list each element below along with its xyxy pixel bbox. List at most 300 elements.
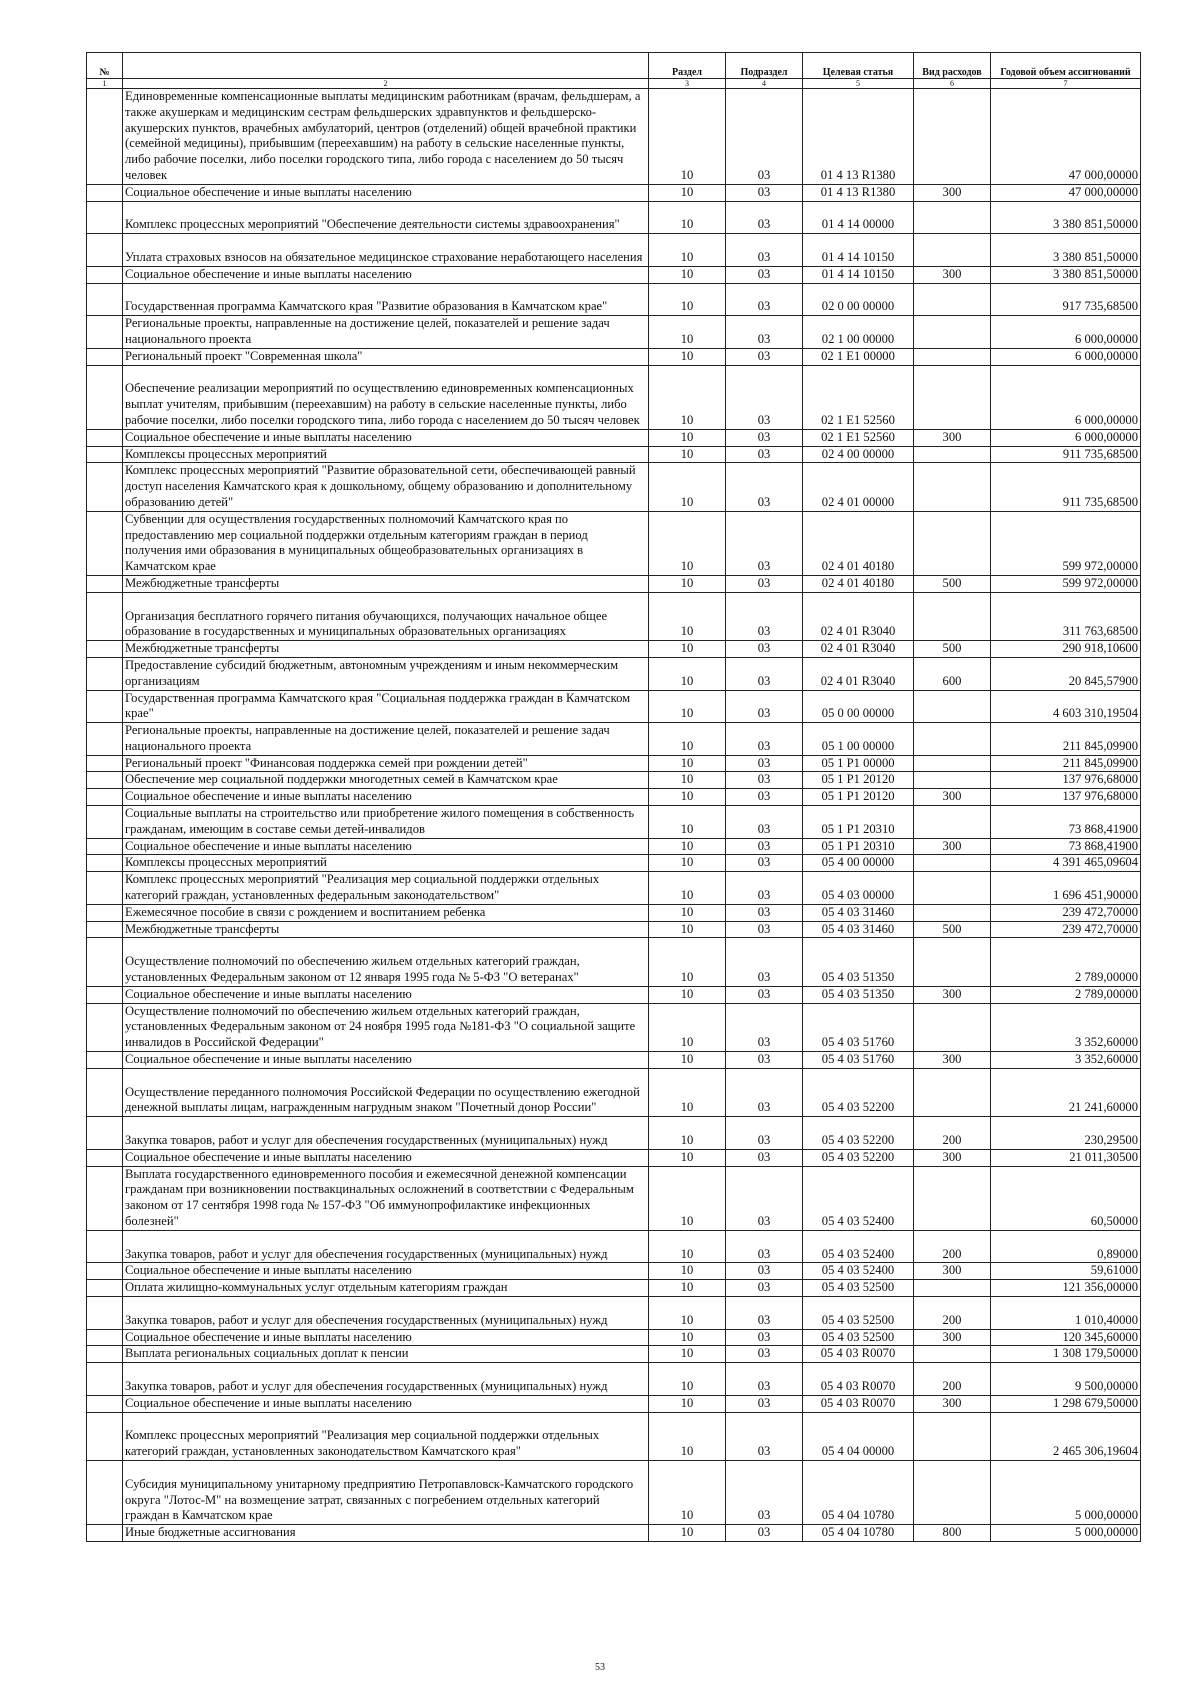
- row-podrazdel: 03: [726, 904, 803, 921]
- row-amount: 911 735,68500: [991, 446, 1141, 463]
- row-number: [87, 429, 123, 446]
- row-razdel: 10: [649, 1149, 726, 1166]
- row-amount: 6 000,00000: [991, 348, 1141, 365]
- table-row: [87, 201, 1141, 234]
- row-target-article: 02 1 E1 00000: [803, 348, 914, 365]
- row-number: [87, 348, 123, 365]
- row-number: [87, 1460, 123, 1524]
- row-podrazdel: 03: [726, 772, 803, 789]
- row-podrazdel: 03: [726, 429, 803, 446]
- row-number: [87, 1052, 123, 1069]
- row-podrazdel: 03: [726, 1346, 803, 1363]
- row-expense-type: [914, 772, 991, 789]
- row-target-article: 05 4 04 10780: [803, 1525, 914, 1542]
- row-amount: 211 845,09900: [991, 723, 1141, 756]
- row-name: Межбюджетные трансферты: [123, 641, 649, 658]
- row-razdel: 10: [649, 723, 726, 756]
- row-name: Социальное обеспечение и иные выплаты населению: [123, 789, 649, 806]
- row-name: Закупка товаров, работ и услуг для обеспечения государственных (муниципальных) нужд: [123, 1363, 649, 1396]
- row-number: [87, 657, 123, 690]
- row-amount: 21 241,60000: [991, 1068, 1141, 1116]
- row-podrazdel: 03: [726, 1263, 803, 1280]
- table-row: [87, 1460, 1141, 1524]
- row-target-article: 01 4 13 R1380: [803, 184, 914, 201]
- row-amount: 290 918,10600: [991, 641, 1141, 658]
- row-target-article: 05 1 00 00000: [803, 723, 914, 756]
- row-expense-type: [914, 463, 991, 511]
- row-razdel: 10: [649, 806, 726, 839]
- row-target-article: 02 1 00 00000: [803, 316, 914, 349]
- row-amount: 47 000,00000: [991, 89, 1141, 185]
- row-podrazdel: 03: [726, 1395, 803, 1412]
- table-row: [87, 904, 1141, 921]
- row-number: [87, 1412, 123, 1460]
- row-razdel: 10: [649, 855, 726, 872]
- table-row: [87, 234, 1141, 267]
- row-name: Осуществление полномочий по обеспечению жильем отдельных категорий граждан, установленных Федеральным законом от 24 ноября 1995 года №181-ФЗ "О социальной защите инвалидов в Российской Федерации": [123, 1003, 649, 1051]
- row-target-article: 02 4 01 R3040: [803, 641, 914, 658]
- row-amount: 230,29500: [991, 1117, 1141, 1150]
- row-podrazdel: 03: [726, 723, 803, 756]
- table-row: [87, 1346, 1141, 1363]
- row-amount: 239 472,70000: [991, 921, 1141, 938]
- header-number: №: [87, 53, 123, 79]
- row-expense-type: [914, 904, 991, 921]
- row-expense-type: [914, 511, 991, 575]
- row-name: Выплата государственного единовременного пособия и ежемесячной денежной компенсации гражданам при возникновении поствакцинальных осложнений в соответствии с Федеральным законом от 17 сентября 1998 года № 157-ФЗ "Об иммунопрофилактике инфекционных болезней": [123, 1166, 649, 1230]
- row-amount: 1 308 179,50000: [991, 1346, 1141, 1363]
- row-target-article: 02 4 01 00000: [803, 463, 914, 511]
- budget-table: [86, 52, 1141, 1542]
- table-row: [87, 1395, 1141, 1412]
- table-row: [87, 592, 1141, 640]
- row-razdel: 10: [649, 365, 726, 429]
- row-razdel: 10: [649, 429, 726, 446]
- row-podrazdel: 03: [726, 641, 803, 658]
- row-amount: 120 345,60000: [991, 1329, 1141, 1346]
- row-razdel: 10: [649, 641, 726, 658]
- row-razdel: 10: [649, 1525, 726, 1542]
- header-index-1: 1: [87, 79, 123, 89]
- row-expense-type: [914, 592, 991, 640]
- row-amount: 0,89000: [991, 1230, 1141, 1263]
- row-name: Ежемесячное пособие в связи с рождением и воспитанием ребенка: [123, 904, 649, 921]
- row-expense-type: [914, 365, 991, 429]
- row-target-article: 01 4 13 R1380: [803, 89, 914, 185]
- row-podrazdel: 03: [726, 938, 803, 986]
- row-number: [87, 641, 123, 658]
- table-row: [87, 1525, 1141, 1542]
- row-amount: 3 352,60000: [991, 1003, 1141, 1051]
- table-row: [87, 1003, 1141, 1051]
- row-target-article: 05 1 P1 20120: [803, 772, 914, 789]
- table-row: [87, 575, 1141, 592]
- row-podrazdel: 03: [726, 283, 803, 316]
- row-number: [87, 1296, 123, 1329]
- row-name: Закупка товаров, работ и услуг для обеспечения государственных (муниципальных) нужд: [123, 1117, 649, 1150]
- table-row: [87, 938, 1141, 986]
- row-expense-type: [914, 283, 991, 316]
- row-razdel: 10: [649, 755, 726, 772]
- row-razdel: 10: [649, 1003, 726, 1051]
- header-index-6: 6: [914, 79, 991, 89]
- row-podrazdel: 03: [726, 838, 803, 855]
- table-body: [87, 89, 1141, 1542]
- row-name: Региональный проект "Современная школа": [123, 348, 649, 365]
- header-annual-amount: Годовой объем ассигнований: [991, 53, 1141, 79]
- row-expense-type: [914, 446, 991, 463]
- row-target-article: 05 4 03 51760: [803, 1003, 914, 1051]
- row-expense-type: 300: [914, 429, 991, 446]
- row-name: Оплата жилищно-коммунальных услуг отдельным категориям граждан: [123, 1280, 649, 1297]
- row-razdel: 10: [649, 1263, 726, 1280]
- row-number: [87, 1117, 123, 1150]
- table-row: [87, 511, 1141, 575]
- row-razdel: 10: [649, 1412, 726, 1460]
- row-name: Социальное обеспечение и иные выплаты населению: [123, 1052, 649, 1069]
- row-amount: 6 000,00000: [991, 429, 1141, 446]
- row-target-article: 05 4 03 52400: [803, 1230, 914, 1263]
- row-amount: 5 000,00000: [991, 1460, 1141, 1524]
- row-target-article: 05 4 03 52200: [803, 1149, 914, 1166]
- row-name: Предоставление субсидий бюджетным, автономным учреждениям и иным некоммерческим организациям: [123, 657, 649, 690]
- row-expense-type: [914, 89, 991, 185]
- row-razdel: 10: [649, 921, 726, 938]
- row-number: [87, 1149, 123, 1166]
- row-expense-type: 200: [914, 1117, 991, 1150]
- row-amount: 60,50000: [991, 1166, 1141, 1230]
- table-header: [87, 53, 1141, 89]
- row-target-article: 05 4 03 52500: [803, 1329, 914, 1346]
- row-target-article: 05 4 04 10780: [803, 1460, 914, 1524]
- row-number: [87, 511, 123, 575]
- row-amount: 1 298 679,50000: [991, 1395, 1141, 1412]
- row-name: Региональные проекты, направленные на достижение целей, показателей и решение задач национального проекта: [123, 723, 649, 756]
- row-target-article: 05 4 03 52500: [803, 1280, 914, 1297]
- table-row: [87, 89, 1141, 185]
- row-expense-type: 300: [914, 1395, 991, 1412]
- row-name: Комплексы процессных мероприятий: [123, 446, 649, 463]
- row-amount: 1 010,40000: [991, 1296, 1141, 1329]
- table-row: [87, 348, 1141, 365]
- row-expense-type: [914, 1460, 991, 1524]
- row-target-article: 05 4 00 00000: [803, 855, 914, 872]
- row-expense-type: 200: [914, 1296, 991, 1329]
- row-number: [87, 838, 123, 855]
- row-amount: 3 380 851,50000: [991, 234, 1141, 267]
- row-podrazdel: 03: [726, 1166, 803, 1230]
- table-row: [87, 446, 1141, 463]
- row-podrazdel: 03: [726, 89, 803, 185]
- row-expense-type: 300: [914, 1149, 991, 1166]
- row-podrazdel: 03: [726, 348, 803, 365]
- row-target-article: 05 4 03 52200: [803, 1068, 914, 1116]
- row-razdel: 10: [649, 283, 726, 316]
- row-number: [87, 365, 123, 429]
- table-row: [87, 1296, 1141, 1329]
- row-amount: 47 000,00000: [991, 184, 1141, 201]
- row-razdel: 10: [649, 690, 726, 723]
- row-target-article: 05 4 03 51350: [803, 938, 914, 986]
- row-expense-type: [914, 1068, 991, 1116]
- row-number: [87, 1166, 123, 1230]
- row-target-article: 05 1 P1 20310: [803, 806, 914, 839]
- row-name: Социальное обеспечение и иные выплаты населению: [123, 266, 649, 283]
- row-amount: 121 356,00000: [991, 1280, 1141, 1297]
- row-number: [87, 283, 123, 316]
- table-row: [87, 1068, 1141, 1116]
- row-name: Социальное обеспечение и иные выплаты населению: [123, 1329, 649, 1346]
- row-razdel: 10: [649, 1052, 726, 1069]
- row-name: Социальное обеспечение и иные выплаты населению: [123, 1395, 649, 1412]
- row-name: Социальное обеспечение и иные выплаты населению: [123, 1263, 649, 1280]
- row-podrazdel: 03: [726, 1412, 803, 1460]
- row-name: Комплексы процессных мероприятий: [123, 855, 649, 872]
- row-number: [87, 316, 123, 349]
- row-name: Комплекс процессных мероприятий "Реализация мер социальной поддержки отдельных категорий граждан, установленных федеральным законодательством": [123, 872, 649, 905]
- row-amount: 917 735,68500: [991, 283, 1141, 316]
- row-target-article: 05 4 03 00000: [803, 872, 914, 905]
- table-row: [87, 184, 1141, 201]
- row-razdel: 10: [649, 872, 726, 905]
- table-row: [87, 1263, 1141, 1280]
- table-row: [87, 1329, 1141, 1346]
- row-number: [87, 755, 123, 772]
- row-podrazdel: 03: [726, 1460, 803, 1524]
- row-number: [87, 1068, 123, 1116]
- row-podrazdel: 03: [726, 511, 803, 575]
- table-row: [87, 657, 1141, 690]
- row-razdel: 10: [649, 1068, 726, 1116]
- row-expense-type: 500: [914, 921, 991, 938]
- row-razdel: 10: [649, 348, 726, 365]
- row-razdel: 10: [649, 772, 726, 789]
- row-number: [87, 592, 123, 640]
- row-target-article: 05 1 P1 00000: [803, 755, 914, 772]
- row-number: [87, 234, 123, 267]
- row-expense-type: 300: [914, 1052, 991, 1069]
- row-razdel: 10: [649, 938, 726, 986]
- row-target-article: 05 4 03 51760: [803, 1052, 914, 1069]
- row-razdel: 10: [649, 904, 726, 921]
- row-number: [87, 772, 123, 789]
- row-razdel: 10: [649, 575, 726, 592]
- row-expense-type: 800: [914, 1525, 991, 1542]
- row-number: [87, 1003, 123, 1051]
- table-row: [87, 755, 1141, 772]
- row-expense-type: [914, 872, 991, 905]
- row-amount: 6 000,00000: [991, 365, 1141, 429]
- header-target-article: Целевая статья: [803, 53, 914, 79]
- header-expense-type: Вид расходов: [914, 53, 991, 79]
- row-razdel: 10: [649, 234, 726, 267]
- row-name: Комплекс процессных мероприятий "Обеспечение деятельности системы здравоохранения": [123, 201, 649, 234]
- row-target-article: 05 4 03 31460: [803, 904, 914, 921]
- table-row: [87, 986, 1141, 1003]
- row-name: Субсидия муниципальному унитарному предприятию Петропавловск-Камчатского городского округа "Лотос-М" на возмещение затрат, связанных с погребением отдельных категорий граждан в Камчатском крае: [123, 1460, 649, 1524]
- row-target-article: 05 0 00 00000: [803, 690, 914, 723]
- row-name: Закупка товаров, работ и услуг для обеспечения государственных (муниципальных) нужд: [123, 1230, 649, 1263]
- row-number: [87, 1263, 123, 1280]
- row-number: [87, 1395, 123, 1412]
- row-podrazdel: 03: [726, 201, 803, 234]
- row-podrazdel: 03: [726, 463, 803, 511]
- row-target-article: 02 4 01 40180: [803, 575, 914, 592]
- row-razdel: 10: [649, 838, 726, 855]
- row-expense-type: 300: [914, 986, 991, 1003]
- row-amount: 3 380 851,50000: [991, 201, 1141, 234]
- row-number: [87, 1230, 123, 1263]
- row-amount: 599 972,00000: [991, 511, 1141, 575]
- row-razdel: 10: [649, 446, 726, 463]
- row-expense-type: [914, 855, 991, 872]
- table-row: [87, 365, 1141, 429]
- row-podrazdel: 03: [726, 234, 803, 267]
- row-amount: 9 500,00000: [991, 1363, 1141, 1396]
- row-target-article: 01 4 14 10150: [803, 234, 914, 267]
- row-expense-type: 300: [914, 838, 991, 855]
- row-name: Иные бюджетные ассигнования: [123, 1525, 649, 1542]
- table-row: [87, 1412, 1141, 1460]
- row-razdel: 10: [649, 789, 726, 806]
- row-razdel: 10: [649, 1363, 726, 1396]
- row-number: [87, 184, 123, 201]
- row-podrazdel: 03: [726, 365, 803, 429]
- row-name: Комплекс процессных мероприятий "Развитие образовательной сети, обеспечивающей равный доступ населения Камчатского края к дошкольному, общему образованию и дополнительному образованию детей": [123, 463, 649, 511]
- row-amount: 4 391 465,09604: [991, 855, 1141, 872]
- table-row: [87, 429, 1141, 446]
- row-razdel: 10: [649, 1395, 726, 1412]
- row-name: Уплата страховых взносов на обязательное медицинское страхование неработающего населения: [123, 234, 649, 267]
- table-row: [87, 641, 1141, 658]
- row-podrazdel: 03: [726, 1363, 803, 1396]
- row-name: Межбюджетные трансферты: [123, 575, 649, 592]
- table-row: [87, 772, 1141, 789]
- row-expense-type: [914, 938, 991, 986]
- row-podrazdel: 03: [726, 316, 803, 349]
- row-name: Единовременные компенсационные выплаты медицинским работникам (врачам, фельдшерам, а также акушеркам и медицинским сестрам фельдшерских здравпунктов и фельдшерско-акушерских пунктов, врачебных амбулаторий, центров (отделений) общей врачебной практики (семейной медицины), прибывшим (переехавшим) на работу в сельские населенные пункты, либо рабочие поселки, либо поселки городского типа, либо города с населением до 50 тысяч человек: [123, 89, 649, 185]
- row-amount: 59,61000: [991, 1263, 1141, 1280]
- header-podrazdel: Подраздел: [726, 53, 803, 79]
- row-target-article: 05 4 03 52400: [803, 1166, 914, 1230]
- row-number: [87, 938, 123, 986]
- row-number: [87, 575, 123, 592]
- row-expense-type: [914, 348, 991, 365]
- table-row: [87, 1363, 1141, 1396]
- row-razdel: 10: [649, 986, 726, 1003]
- header-index-4: 4: [726, 79, 803, 89]
- budget-sheet: [86, 52, 1140, 1542]
- row-expense-type: 600: [914, 657, 991, 690]
- row-number: [87, 806, 123, 839]
- row-expense-type: 300: [914, 1263, 991, 1280]
- header-index-5: 5: [803, 79, 914, 89]
- row-name: Социальное обеспечение и иные выплаты населению: [123, 986, 649, 1003]
- row-target-article: 05 4 03 52200: [803, 1117, 914, 1150]
- row-name: Осуществление переданного полномочия Российской Федерации по осуществлению ежегодной денежной выплаты лицам, награжденным нагрудным знаком "Почетный донор России": [123, 1068, 649, 1116]
- row-number: [87, 266, 123, 283]
- table-row: [87, 872, 1141, 905]
- row-amount: 6 000,00000: [991, 316, 1141, 349]
- row-amount: 1 696 451,90000: [991, 872, 1141, 905]
- row-number: [87, 904, 123, 921]
- header-index-2: 2: [123, 79, 649, 89]
- row-name: Государственная программа Камчатского края "Развитие образования в Камчатском крае": [123, 283, 649, 316]
- row-expense-type: 200: [914, 1363, 991, 1396]
- row-expense-type: [914, 234, 991, 267]
- row-target-article: 02 4 01 R3040: [803, 592, 914, 640]
- row-number: [87, 1363, 123, 1396]
- row-number: [87, 1346, 123, 1363]
- row-podrazdel: 03: [726, 1525, 803, 1542]
- row-target-article: 05 1 P1 20120: [803, 789, 914, 806]
- row-name: Обеспечение мер социальной поддержки многодетных семей в Камчатском крае: [123, 772, 649, 789]
- table-row: [87, 921, 1141, 938]
- row-expense-type: [914, 1412, 991, 1460]
- row-name: Государственная программа Камчатского края "Социальная поддержка граждан в Камчатском крае": [123, 690, 649, 723]
- row-razdel: 10: [649, 1346, 726, 1363]
- row-expense-type: 300: [914, 184, 991, 201]
- row-amount: 2 789,00000: [991, 938, 1141, 986]
- row-target-article: 02 4 01 R3040: [803, 657, 914, 690]
- row-number: [87, 463, 123, 511]
- table-row: [87, 266, 1141, 283]
- row-name: Региональный проект "Финансовая поддержка семей при рождении детей": [123, 755, 649, 772]
- row-expense-type: [914, 723, 991, 756]
- row-number: [87, 789, 123, 806]
- table-row: [87, 316, 1141, 349]
- row-target-article: 05 4 03 31460: [803, 921, 914, 938]
- row-podrazdel: 03: [726, 1329, 803, 1346]
- row-target-article: 02 1 E1 52560: [803, 365, 914, 429]
- row-podrazdel: 03: [726, 592, 803, 640]
- row-amount: 3 352,60000: [991, 1052, 1141, 1069]
- row-target-article: 05 1 P1 20310: [803, 838, 914, 855]
- row-podrazdel: 03: [726, 1052, 803, 1069]
- row-amount: 3 380 851,50000: [991, 266, 1141, 283]
- row-expense-type: 500: [914, 575, 991, 592]
- row-target-article: 05 4 03 51350: [803, 986, 914, 1003]
- row-name: Закупка товаров, работ и услуг для обеспечения государственных (муниципальных) нужд: [123, 1296, 649, 1329]
- row-podrazdel: 03: [726, 1117, 803, 1150]
- table-row: [87, 1280, 1141, 1297]
- table-row: [87, 789, 1141, 806]
- row-amount: 20 845,57900: [991, 657, 1141, 690]
- row-expense-type: [914, 1346, 991, 1363]
- row-target-article: 02 4 01 40180: [803, 511, 914, 575]
- row-podrazdel: 03: [726, 1230, 803, 1263]
- row-target-article: 05 4 04 00000: [803, 1412, 914, 1460]
- row-number: [87, 921, 123, 938]
- row-amount: 5 000,00000: [991, 1525, 1141, 1542]
- row-target-article: 02 0 00 00000: [803, 283, 914, 316]
- row-name: Социальное обеспечение и иные выплаты населению: [123, 1149, 649, 1166]
- row-name: Комплекс процессных мероприятий "Реализация мер социальной поддержки отдельных категорий граждан, установленных законодательством Камчатского края": [123, 1412, 649, 1460]
- row-target-article: 05 4 03 R0070: [803, 1363, 914, 1396]
- page-number: 53: [595, 1662, 605, 1673]
- header-razdel: Раздел: [649, 53, 726, 79]
- row-amount: 21 011,30500: [991, 1149, 1141, 1166]
- row-razdel: 10: [649, 463, 726, 511]
- row-amount: 211 845,09900: [991, 755, 1141, 772]
- row-number: [87, 723, 123, 756]
- row-number: [87, 855, 123, 872]
- row-razdel: 10: [649, 1166, 726, 1230]
- row-target-article: 05 4 03 52400: [803, 1263, 914, 1280]
- row-amount: 911 735,68500: [991, 463, 1141, 511]
- header-name: [123, 53, 649, 79]
- row-number: [87, 201, 123, 234]
